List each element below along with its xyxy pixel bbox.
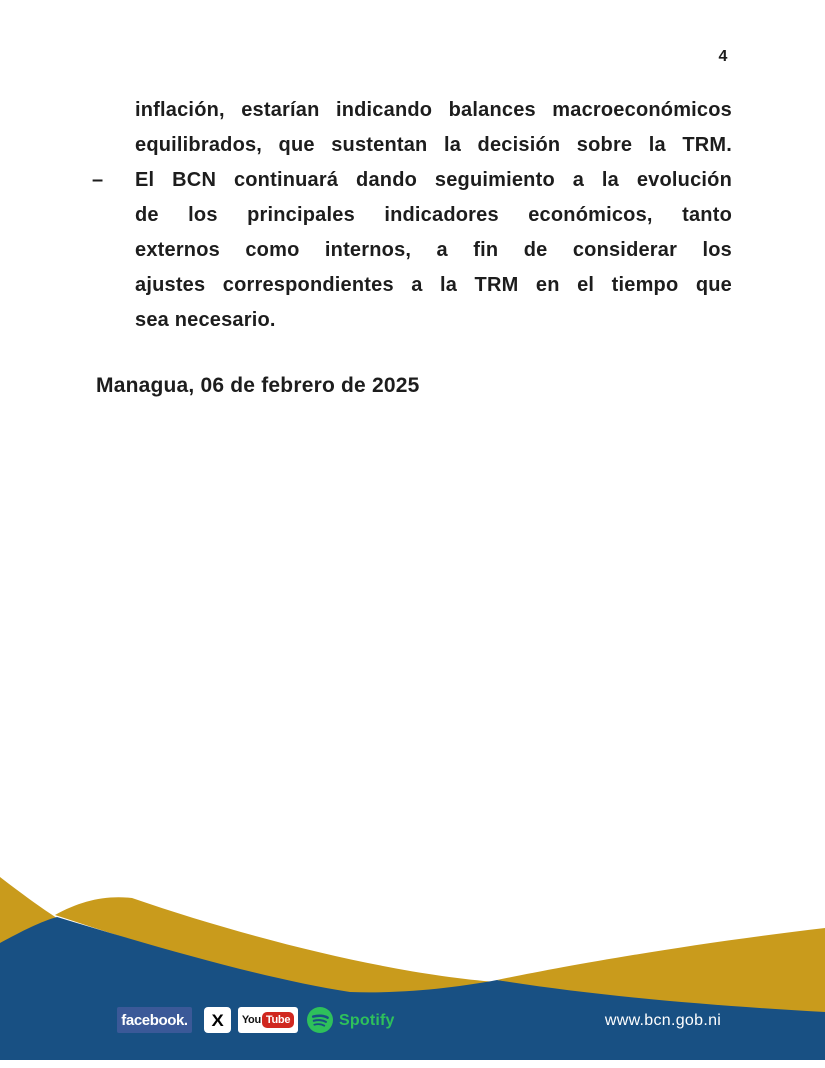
bullet-item-line: ajustes correspondientes a la TRM en el tiempo que [135, 274, 732, 296]
bullet-item-line: sea necesario. [135, 309, 276, 331]
youtube-logo[interactable] [238, 1007, 298, 1033]
body-text-block [135, 93, 732, 338]
bullet-item-line: externos como internos, a fin de considerar los [135, 239, 732, 261]
x-icon: X [211, 1010, 224, 1030]
paragraph-line: equilibrados, que sustentan la decisión sobre la TRM. [135, 134, 732, 156]
facebook-wordmark: facebook. [121, 1011, 188, 1029]
facebook-logo[interactable] [117, 1007, 192, 1033]
bullet-item-line: El BCN continuará dando seguimiento a la evolución [135, 169, 732, 191]
spotify-icon[interactable] [307, 1007, 333, 1033]
bullet-dash-marker: – [92, 169, 104, 191]
bullet-item-line: de los principales indicadores económicos, tanto [135, 204, 732, 226]
website-url[interactable]: www.bcn.gob.ni [604, 1012, 722, 1029]
page-number: 4 [718, 48, 728, 65]
paragraph-line: inflación, estarían indicando balances macroeconómicos [135, 99, 732, 121]
x-twitter-logo[interactable] [204, 1007, 231, 1033]
spotify-wordmark[interactable]: Spotify [339, 1012, 395, 1029]
dateline: Managua, 06 de febrero de 2025 [96, 374, 420, 397]
footer-wave-graphic [0, 868, 825, 1068]
youtube-you-text: You [241, 1014, 261, 1026]
youtube-tube-badge: Tube [262, 1012, 294, 1028]
